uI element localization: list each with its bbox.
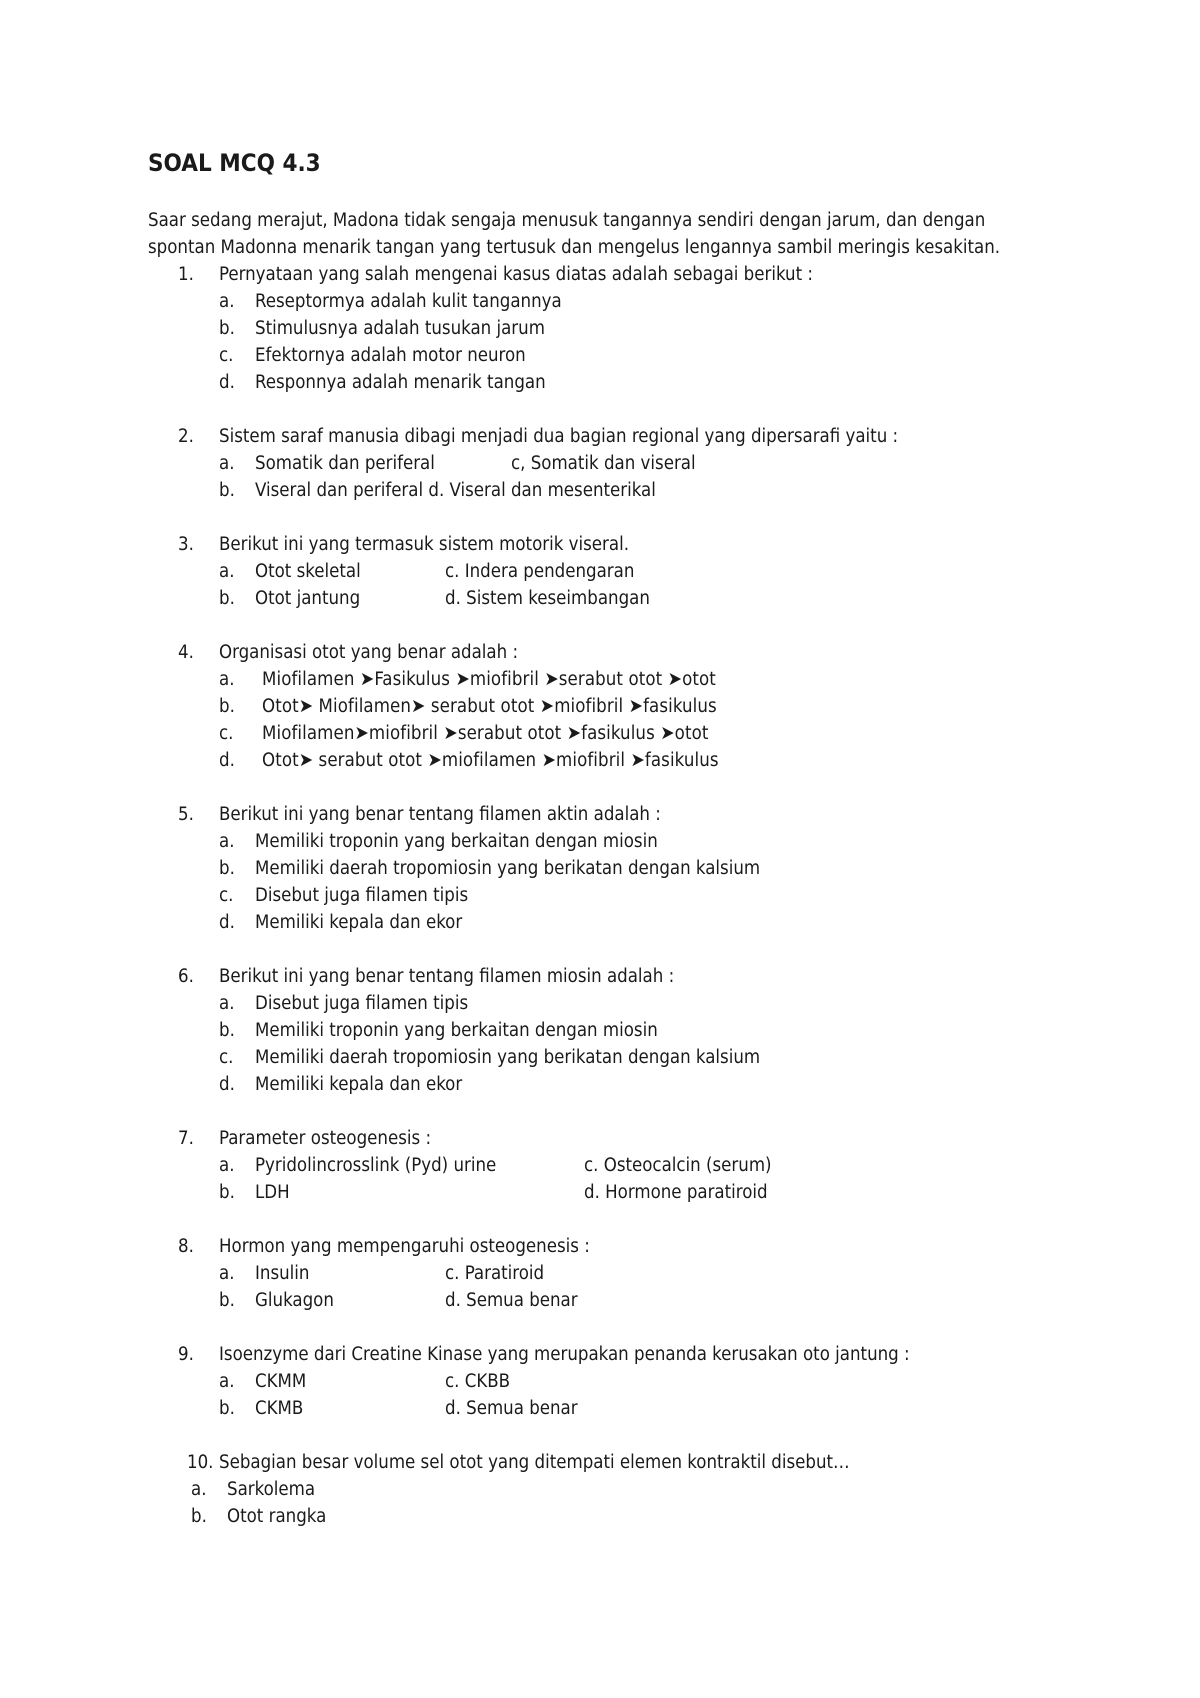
question-text: Parameter osteogenesis :	[219, 1128, 432, 1149]
option-letter: a.	[219, 1263, 235, 1284]
option-letter: b.	[219, 1020, 235, 1041]
chain-step: serabut otot	[313, 750, 428, 771]
option-row-b	[148, 1395, 1128, 1422]
option-letter: b.	[219, 1290, 235, 1311]
option-letter: d.	[219, 912, 235, 933]
option-letter: a.	[219, 561, 235, 582]
option-text: Otot skeletal	[255, 561, 361, 582]
chain-step: serabut otot	[425, 696, 540, 717]
option-row-a	[148, 1368, 1128, 1395]
chain-step: Otot	[262, 696, 299, 717]
option-text: Memiliki troponin yang berkaitan dengan miosin	[255, 831, 658, 852]
chain-step: miofilamen	[441, 750, 542, 771]
question-number: 10.	[187, 1452, 214, 1473]
arrow-icon: ➤	[455, 668, 470, 690]
question-2	[148, 423, 1128, 504]
option-d	[148, 1071, 1128, 1098]
chain-step: serabut otot	[558, 669, 668, 690]
option-letter: a.	[219, 291, 235, 312]
question-text: Hormon yang mempengaruhi osteogenesis :	[219, 1236, 590, 1257]
chain-step: miofibril	[556, 750, 631, 771]
option-letter: b.	[219, 1398, 235, 1419]
option-row-a	[148, 558, 1128, 585]
option-text: d. Hormone paratiroid	[584, 1182, 768, 1203]
option-d	[148, 909, 1128, 936]
option-text: c. CKBB	[445, 1371, 511, 1392]
chain-step: otot	[674, 723, 709, 744]
question-7	[148, 1125, 1128, 1206]
option-text: c. Osteocalcin (serum)	[584, 1155, 772, 1176]
option-text: Memiliki daerah tropomiosin yang berikatan dengan kalsium	[255, 858, 761, 879]
option-text: Memiliki daerah tropomiosin yang berikatan dengan kalsium	[255, 1047, 761, 1068]
option-letter: b.	[219, 1182, 235, 1203]
chain-step: miofibril	[469, 669, 545, 690]
question-number: 4.	[178, 642, 194, 663]
option-b	[148, 1503, 1128, 1530]
chain-step: fasikulus	[643, 696, 717, 717]
chain-step: Otot	[262, 750, 299, 771]
option-text: Otot rangka	[227, 1506, 327, 1527]
option-letter: d.	[219, 750, 235, 771]
question-5	[148, 801, 1128, 936]
option-row-b	[148, 1287, 1128, 1314]
option-text: CKMB	[255, 1398, 304, 1419]
arrow-icon: ➤	[298, 695, 314, 717]
option-text: Responnya adalah menarik tangan	[255, 372, 546, 393]
option-text: Memiliki troponin yang berkaitan dengan miosin	[255, 1020, 658, 1041]
option-chain	[262, 747, 719, 774]
option-row-b	[148, 1179, 1128, 1206]
option-chain	[262, 666, 716, 693]
arrow-icon: ➤	[443, 722, 458, 744]
option-row-a	[148, 1152, 1128, 1179]
option-chain	[262, 693, 717, 720]
intro-line: spontan Madonna menarik tangan yang tertusuk dan mengelus lengannya sambil meringis kesakitan.	[148, 237, 1001, 258]
arrow-icon: ➤	[354, 722, 369, 744]
question-text: Isoenzyme dari Creatine Kinase yang merupakan penanda kerusakan oto jantung :	[219, 1344, 910, 1365]
arrow-icon: ➤	[541, 749, 557, 771]
question-10	[148, 1449, 1128, 1530]
option-text: c. Indera pendengaran	[445, 561, 635, 582]
question-3	[148, 531, 1128, 612]
option-letter: a.	[219, 669, 235, 690]
option-row-b	[148, 585, 1128, 612]
chain-step: otot	[682, 669, 716, 690]
question-text: Organisasi otot yang benar adalah :	[219, 642, 519, 663]
option-chain	[262, 720, 708, 747]
option-text: Memiliki kepala dan ekor	[255, 1074, 463, 1095]
option-row-b	[148, 477, 1128, 504]
question-text: Sistem saraf manusia dibagi menjadi dua bagian regional yang dipersarafi yaitu :	[219, 426, 899, 447]
arrow-icon: ➤	[411, 695, 426, 717]
option-letter: b.	[219, 696, 235, 717]
chain-step: fasikulus	[644, 750, 719, 771]
question-number: 5.	[178, 804, 194, 825]
chain-step: miofibril	[368, 723, 444, 744]
option-c	[148, 882, 1128, 909]
option-letter: c.	[219, 723, 234, 744]
option-letter: c.	[219, 885, 234, 906]
question-4	[148, 639, 1128, 774]
chain-step: Miofilamen	[262, 723, 355, 744]
document-title: SOAL MCQ 4.3	[148, 149, 321, 177]
option-text: Disebut juga filamen tipis	[255, 885, 469, 906]
option-letter: a.	[219, 993, 235, 1014]
option-text: Memiliki kepala dan ekor	[255, 912, 463, 933]
option-text: Otot jantung	[255, 588, 361, 609]
option-letter: c.	[219, 1047, 234, 1068]
chain-step: miofibril	[554, 696, 629, 717]
option-letter: a.	[219, 453, 235, 474]
chain-step: serabut otot	[457, 723, 567, 744]
option-a	[148, 828, 1128, 855]
arrow-icon: ➤	[539, 695, 555, 717]
question-text: Berikut ini yang benar tentang filamen miosin adalah :	[219, 966, 675, 987]
question-number: 8.	[178, 1236, 194, 1257]
arrow-icon: ➤	[359, 668, 375, 690]
option-d	[148, 369, 1128, 396]
option-text: Sarkolema	[227, 1479, 316, 1500]
question-number: 6.	[178, 966, 194, 987]
option-a	[148, 990, 1128, 1017]
option-text: Somatik dan periferal	[255, 453, 435, 474]
arrow-icon: ➤	[544, 668, 559, 690]
option-letter: b.	[219, 588, 235, 609]
option-letter: b.	[219, 318, 235, 339]
option-text: CKMM	[255, 1371, 307, 1392]
option-text: d. Semua benar	[445, 1398, 578, 1419]
question-number: 1.	[178, 264, 194, 285]
option-text: Efektornya adalah motor neuron	[255, 345, 526, 366]
question-8	[148, 1233, 1128, 1314]
chain-step: Miofilamen	[313, 696, 412, 717]
option-b	[148, 315, 1128, 342]
arrow-icon: ➤	[667, 668, 683, 690]
option-letter: a.	[219, 831, 235, 852]
arrow-icon: ➤	[660, 722, 675, 744]
arrow-icon: ➤	[628, 695, 644, 717]
option-text: Glukagon	[255, 1290, 334, 1311]
question-number: 7.	[178, 1128, 194, 1149]
option-d	[148, 747, 1128, 774]
option-letter: b.	[219, 480, 235, 501]
option-text: d. Semua benar	[445, 1290, 578, 1311]
question-number: 2.	[178, 426, 194, 447]
chain-step: Miofilamen	[262, 669, 360, 690]
arrow-icon: ➤	[427, 749, 442, 771]
option-text: Pyridolincrosslink (Pyd) urine	[255, 1155, 497, 1176]
option-c	[148, 1044, 1128, 1071]
question-text: Berikut ini yang benar tentang filamen aktin adalah :	[219, 804, 661, 825]
option-a	[148, 1476, 1128, 1503]
option-letter: b.	[219, 858, 235, 879]
question-6	[148, 963, 1128, 1098]
option-letter: c.	[219, 345, 234, 366]
chain-step: fasikulus	[581, 723, 661, 744]
option-a	[148, 666, 1128, 693]
arrow-icon: ➤	[298, 749, 314, 771]
option-text: Stimulusnya adalah tusukan jarum	[255, 318, 545, 339]
option-text: Insulin	[255, 1263, 310, 1284]
option-text: Reseptormya adalah kulit tangannya	[255, 291, 562, 312]
option-letter: d.	[219, 1074, 235, 1095]
option-letter: a.	[219, 1371, 235, 1392]
option-letter: d.	[219, 372, 235, 393]
option-text: Viseral dan periferal d. Viseral dan mesenterikal	[255, 480, 656, 501]
arrow-icon: ➤	[566, 722, 582, 744]
option-b	[148, 855, 1128, 882]
option-text: d. Sistem keseimbangan	[445, 588, 650, 609]
option-b	[148, 693, 1128, 720]
option-text: LDH	[255, 1182, 290, 1203]
chain-step: Fasikulus	[374, 669, 456, 690]
question-9	[148, 1341, 1128, 1422]
option-row-a	[148, 1260, 1128, 1287]
question-number: 3.	[178, 534, 194, 555]
option-letter: a.	[219, 1155, 235, 1176]
arrow-icon: ➤	[630, 749, 645, 771]
case-intro	[148, 207, 1128, 261]
option-text: Disebut juga filamen tipis	[255, 993, 469, 1014]
question-text: Pernyataan yang salah mengenai kasus diatas adalah sebagai berikut :	[219, 264, 813, 285]
option-letter: a.	[191, 1479, 207, 1500]
question-text: Sebagian besar volume sel otot yang ditempati elemen kontraktil disebut…	[219, 1452, 850, 1473]
option-text: c, Somatik dan viseral	[511, 453, 696, 474]
question-number: 9.	[178, 1344, 194, 1365]
option-c	[148, 342, 1128, 369]
option-b	[148, 1017, 1128, 1044]
question-1	[148, 261, 1128, 396]
intro-line: Saar sedang merajut, Madona tidak sengaja menusuk tangannya sendiri dengan jarum, dan dengan	[148, 210, 986, 231]
question-text: Berikut ini yang termasuk sistem motorik viseral.	[219, 534, 629, 555]
option-text: c. Paratiroid	[445, 1263, 545, 1284]
document-page	[148, 146, 1128, 1557]
option-a	[148, 288, 1128, 315]
option-row-a	[148, 450, 1128, 477]
option-c	[148, 720, 1128, 747]
option-letter: b.	[191, 1506, 207, 1527]
